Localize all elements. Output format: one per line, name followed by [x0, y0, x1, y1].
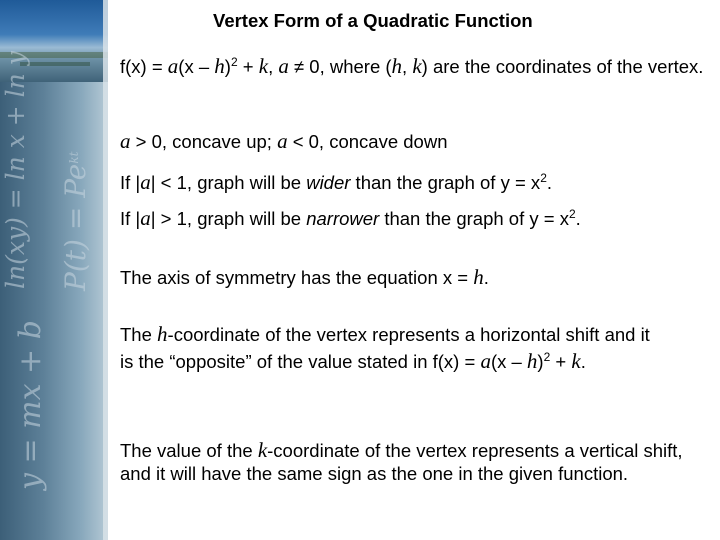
sidebar-formula-linear: y = mx + b — [13, 320, 48, 490]
slide-title: Vertex Form of a Quadratic Function — [213, 10, 533, 31]
vertical-shift-note: The value of the k-coordinate of the vertex represents a vertical shift, and it will have the same sign as the one in the given function. — [120, 438, 683, 484]
sidebar-formula-exp: $P(t) = Pe^{kt}$ — [59, 151, 92, 291]
decorative-sidebar — [0, 0, 108, 540]
axis-of-symmetry: The axis of symmetry has the equation x = h. — [120, 265, 489, 289]
wider-rule: If |a| < 1, graph will be wider than the graph of $y = x^2$. — [120, 170, 553, 194]
sidebar-formula-log: ln(xy) = ln x + ln y — [1, 51, 30, 289]
concavity-rule: a > 0, concave up; a < 0, concave down — [120, 129, 448, 153]
narrower-rule: If |a| > 1, graph will be narrower than the graph of $y = x^2$. — [120, 206, 581, 230]
sidebar-divider — [103, 0, 108, 540]
horizontal-shift-note: The h-coordinate of the vertex represents a horizontal shift and it is the “opposite” of the value stated in f(x) = a(x – h)$^2$ + k. — [120, 322, 650, 373]
vertex-form-definition: f(x) = a(x – h)$^2$ + k, a ≠ 0, where (h, k) are the coordinates of the vertex. — [120, 54, 704, 78]
